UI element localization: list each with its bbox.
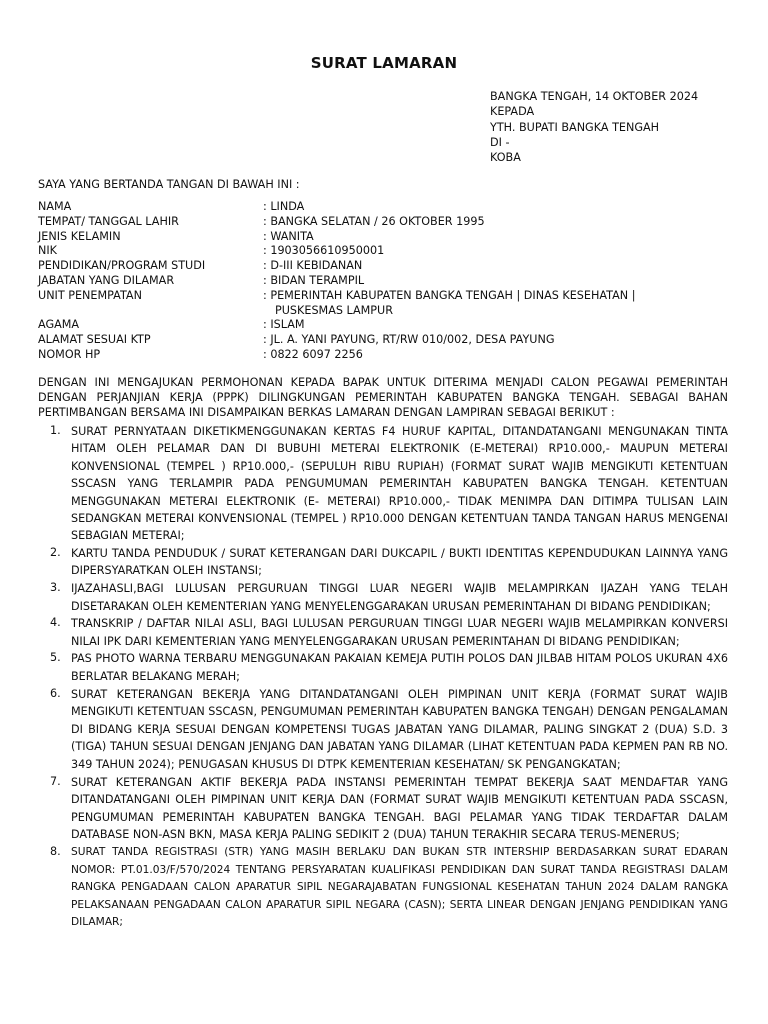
field-label: PENDIDIKAN/PROGRAM STUDI [38,259,206,273]
item-text: SURAT PERNYATAAN DIKETIKMENGGUNAKAN KERTAS F4 HURUF KAPITAL, DITANDATANGANI MENGUNAKAN TINTA HITAM OLEH PELAMAR DAN DI BUBUHI METERAI ELEKTRONIK (E-METERAI) RP10.000,- MAUPUN METERAI KONVENSIONAL (TEMPEL ) RP10.000,- (SEPULUH RIBU RUPIAH) (FORMAT SURAT WAJIB MENGIKUTI KETENTUAN SSCASN YANG TERLAMPIR PADA PENGUMUMAN PEMERINTAH KABUPATEN BANGKA TENGAH. KETENTUAN MENGGUNAKAN METERAI ELEKTRONIK (E- METERAI) RP10.000,- TIDAK MENIMPA DAN DITIMPA TULISAN LAIN SEDANGKAN METERAI KONVENSIONAL (TEMPEL ) RP10.000 DENGAN KETENTUAN TANDA TANGAN HARUS MENGENAI SEBAGIAN METERAI; [71,425,728,543]
field-value: : LINDA [263,200,305,213]
field-label: JABATAN YANG DILAMAR [38,273,175,287]
intro-text: SAYA YANG BERTANDA TANGAN DI BAWAH INI : [38,178,300,191]
di-line: DI - [490,135,510,149]
recipient-line: YTH. BUPATI BANGKA TENGAH [490,120,660,134]
item-number: 4. [50,616,61,630]
date-line: BANGKA TENGAH, 14 OKTOBER 2024 [490,90,699,103]
address-block [490,89,698,165]
item-number: 2. [50,545,61,559]
page-title: SURAT LAMARAN [310,54,458,72]
item-number: 5. [50,651,61,665]
list-item [38,545,728,580]
field-label: NOMOR HP [38,347,101,361]
field-row [38,289,738,319]
field-value: : D-III KEBIDANAN [263,259,363,273]
field-value: : BIDAN TERAMPIL [263,273,365,287]
body-paragraph: DENGAN INI MENGAJUKAN PERMOHONAN KEPADA BAPAK UNTUK DITERIMA MENJADI CALON PEGAWAI PEMERINTAH DENGAN PERJANJIAN KERJA (PPPK) DILINGKUNGAN PEMERINTAH KABUPATEN BANGKA TENGAH. SEBAGAI BAHAN PERTIMBANGAN BERSAMA INI DISAMPAIKAN BERKAS LAMARAN DENGAN LAMPIRAN SEBAGAI BERIKUT : [38,376,728,419]
list-item [38,615,728,650]
place-line: KOBA [490,151,521,165]
list-item [38,844,728,932]
field-value: : WANITA [263,229,314,243]
field-value: : 1903056610950001 [263,244,385,258]
field-label: UNIT PENEMPATAN [38,288,142,302]
field-row [38,348,738,363]
item-text: IJAZAHASLI,BAGI LULUSAN PERGURUAN TINGGI LUAR NEGERI WAJIB MELAMPIRKAN IJAZAH YANG TELAH DISETARAKAN OLEH KEMENTERIAN YANG MENYELENGGARAKAN URUSAN PEMERINTAHAN DI BIDANG PENDIDIKAN; [71,582,728,613]
field-value: : BANGKA SELATAN / 26 OKTOBER 1995 [263,214,485,228]
item-text: SURAT KETERANGAN AKTIF BEKERJA PADA INSTANSI PEMERINTAH TEMPAT BEKERJA SAAT MENDAFTAR YANG DITANDATANGANI OLEH PIMPINAN UNIT KERJA DAN (FORMAT SURAT WAJIB MENGIKUTI KETENTUAN PADA SSCASN, PENGUMUMAN PEMERINTAH KABUPATEN BANGKA TENGAH. BAGI PELAMAR YANG TIDAK TERDAFTAR DALAM DATABASE NON-ASN BKN, MASA KERJA PALING SEDIKIT 2 (DUA) TAHUN TERAKHIR SECARA TERUS-MENERUS; [71,775,728,842]
field-label: TEMPAT/ TANGGAL LAHIR [38,214,179,228]
field-label: ALAMAT SESUAI KTP [38,333,151,347]
list-item [38,774,728,844]
field-row [38,244,738,259]
field-value: : PEMERINTAH KABUPATEN BANGKA TENGAH | DINAS KESEHATAN | PUSKESMAS LAMPUR [263,288,636,317]
item-number: 8. [50,844,61,858]
field-label: AGAMA [38,318,80,332]
item-number: 3. [50,581,61,595]
field-value: : 0822 6097 2256 [263,347,363,361]
field-row [38,230,738,245]
field-row [38,259,738,274]
field-row [38,274,738,289]
item-text: SURAT TANDA REGISTRASI (STR) YANG MASIH BERLAKU DAN BUKAN STR INTERSHIP BERDASARKAN SURAT EDARAN NOMOR: PT.01.03/F/570/2024 TENTANG PERSYARATAN KUALIFIKASI PENDIDIKAN DAN SURAT TANDA REGISTRASI DALAM RANGKA PENGADAAN CALON APARATUR SIPIL NEGARAJABATAN FUNGSIONAL KESEHATAN TAHUN 2024 DALAM RANGKA PELAKSANAAN PENGADAAN CALON APARATUR SIPIL NEGARA (CASN); SERTA LINEAR DENGAN JENJANG PENDIDIKAN YANG DILAMAR; [71,845,728,929]
item-text: PAS PHOTO WARNA TERBARU MENGGUNAKAN PAKAIAN KEMEJA PUTIH POLOS DAN JILBAB HITAM POLOS UKURAN 4X6 BERLATAR BELAKANG MERAH; [71,652,728,683]
field-value: : ISLAM [263,318,305,332]
list-item [38,686,728,774]
applicant-fields [38,200,738,363]
field-value: : JL. A. YANI PAYUNG, RT/RW 010/002, DESA PAYUNG [263,333,555,347]
item-number: 6. [50,686,61,700]
to-line: KEPADA [490,105,535,119]
field-label: JENIS KELAMIN [38,229,121,243]
item-number: 7. [50,774,61,788]
item-text: KARTU TANDA PENDUDUK / SURAT KETERANGAN DARI DUKCAPIL / BUKTI IDENTITAS KEPENDUDUKAN LAINNYA YANG DIPERSYARATKAN OLEH INSTANSI; [71,546,728,578]
field-row [38,215,738,230]
list-item [38,580,728,615]
field-row [38,200,738,215]
field-label: NIK [38,244,58,258]
item-text: SURAT KETERANGAN BEKERJA YANG DITANDATANGANI OLEH PIMPINAN UNIT KERJA (FORMAT SURAT WAJIB MENGIKUTI KETENTUAN SSCASN, PENGUMUMAN PEMERINTAH KABUPATEN BANGKA TENGAH) DENGAN PENGALAMAN DI BIDANG KERJA SESUAI DENGAN KOMPETENSI TUGAS JABATAN YANG DILAMAR, PALING SINGKAT 2 (DUA) S.D. 3 (TIGA) TAHUN SESUAI DENGAN JENJANG DAN JABATAN YANG DILAMAR (LIHAT KETENTUAN PADA KEPMEN PAN RB NO. 349 TAHUN 2024); PENUGASAN KHUSUS DI DTPK KEMENTERIAN KESEHATAN/ SK PENGANGKATAN; [71,687,728,771]
field-row [38,333,738,348]
list-item [38,423,728,545]
attachment-list [38,425,728,932]
item-text: TRANSKRIP / DAFTAR NILAI ASLI, BAGI LULUSAN PERGURUAN TINGGI LUAR NEGERI WAJIB MELAMPIRKAN KONVERSI NILAI IPK DARI KEMENTERIAN YANG MENYELENGGARAKAN URUSAN PEMERINTAHAN DI BIDANG PENDIDIKAN; [71,617,728,648]
field-label: NAMA [38,200,72,213]
field-row [38,318,738,333]
list-item [38,650,728,685]
item-number: 1. [50,424,61,437]
